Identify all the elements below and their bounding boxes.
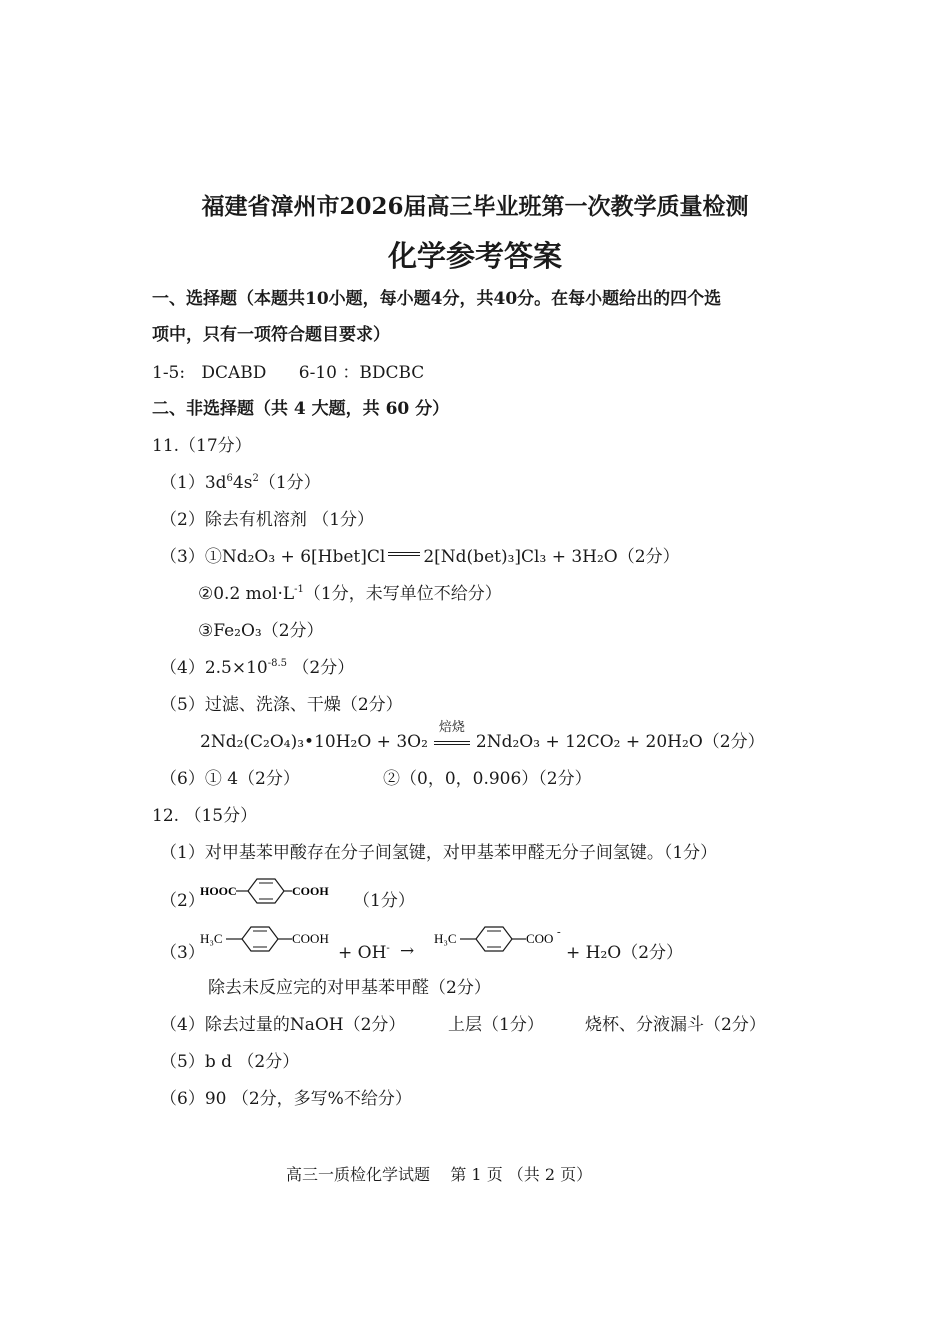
q11-part3-2: ②0.2 $mol\cdot L^{-1}(1$分，未写单位不给分） [198, 584, 502, 604]
eq2-score: （2分） [702, 732, 765, 752]
eq1-lhs: Nd₂O₃ + 6[Hbet]Cl [221, 547, 386, 567]
structure-left-group: HOOC [200, 884, 237, 898]
p-toluate-structure [432, 922, 572, 962]
hydroxide-reactant: + OH- [338, 943, 390, 963]
eq2-rhs: 2Nd₂O₃ + 12CO₂ + 20H₂O [475, 732, 703, 752]
eq2-lhs: 2Nd₂(C₂O₄)₃•10H₂O + 3O₂ [200, 732, 428, 752]
methyl-group: H₃C [434, 931, 457, 946]
q12-part5: （5）b d （2分） [160, 1052, 300, 1072]
q11-part6-a: （6）① 4（2分） [160, 769, 300, 789]
q12-part4-a: （4）除去过量的NaOH（2分） [160, 1015, 406, 1035]
q12-part1: （1）对甲基苯甲酸存在分子间氢键，对甲基苯甲醛无分子间氢键。（1分） [160, 843, 718, 863]
choice-answers: 1-5: DCABD 6-10 ：BDCBC [152, 363, 425, 383]
q12-part4-b: 上层（1分） [448, 1015, 544, 1035]
q11-label: 11.（17分） [152, 436, 252, 456]
q11-part5: （5）过滤、洗涤、干燥（2分） [160, 695, 403, 715]
equals-sign [388, 552, 420, 562]
q11-part5-equation [200, 720, 765, 753]
q12-part2-score: （1分） [353, 891, 415, 911]
document-subtitle: 化学参考答案 [387, 239, 562, 273]
q12-part3-prefix: （3） [160, 943, 205, 963]
q11-part3-equation: （3）①Nd₂O₃ + 6[Hbet]Cl 2[Nd(bet)₃]Cl₃ + 3H₂O（2分） [160, 547, 680, 567]
methyl-group: H₃C [200, 931, 223, 946]
page-footer: 高三一质检化学试题 第 1 页 （共 2 页） [286, 1165, 593, 1184]
q12-part3-tail: + H₂O（2分） [566, 943, 684, 963]
q12-part4-c: 烧杯、分液漏斗（2分） [585, 1015, 766, 1035]
electron-config: $3d^64s^2$ [204, 473, 259, 493]
q12-part2-prefix: （2） [160, 891, 205, 911]
q12-part6: （6）90 （2分，多写%不给分） [160, 1089, 412, 1109]
document-title: 福建省漳州市2026届高三毕业班第一次教学质量检测 [201, 193, 749, 220]
q12-label: 12. （15分） [152, 806, 258, 826]
q11-part4: $(4)2.5\times 10^{-8.5}$ （2分） [160, 658, 355, 678]
q11-part6-b: ②（0，0，0.906）（2分） [383, 769, 592, 789]
q12-part3-note: 除去未反应完的对甲基苯甲醛（2分） [208, 978, 491, 998]
q11-part2: （2）除去有机溶剂 （1分） [160, 510, 375, 530]
q11-part1 [160, 472, 321, 494]
eq1-rhs: 2[Nd(bet)₃]Cl₃ + 3H₂O [423, 547, 618, 567]
section1-heading-line1: 一、选择题（本题共10小题，每小题4分，共40分。在每小题给出的四个选 [152, 289, 722, 309]
q11-part1-score: （1分） [258, 473, 321, 493]
q11-part1-prefix: （1） [160, 473, 205, 493]
carboxyl-group: COOH [292, 931, 329, 946]
terephthalic-acid-structure [198, 872, 338, 912]
reaction-arrow: → [400, 941, 415, 961]
q11-part3-3: ③Fe₂O₃（2分） [198, 621, 324, 641]
section2-heading: 二、非选择题（共 4 大题，共 60 分） [152, 399, 450, 419]
structure-right-group: COOH [292, 884, 329, 898]
eq1-score: （2分） [617, 547, 680, 567]
p-toluic-acid-structure [198, 922, 348, 962]
section1-heading-line2: 项中，只有一项符合题目要求） [152, 325, 390, 345]
reaction-condition: 焙烧 [432, 731, 472, 753]
carboxylate-group: COO [526, 931, 554, 946]
charge-sign: - [557, 926, 561, 938]
